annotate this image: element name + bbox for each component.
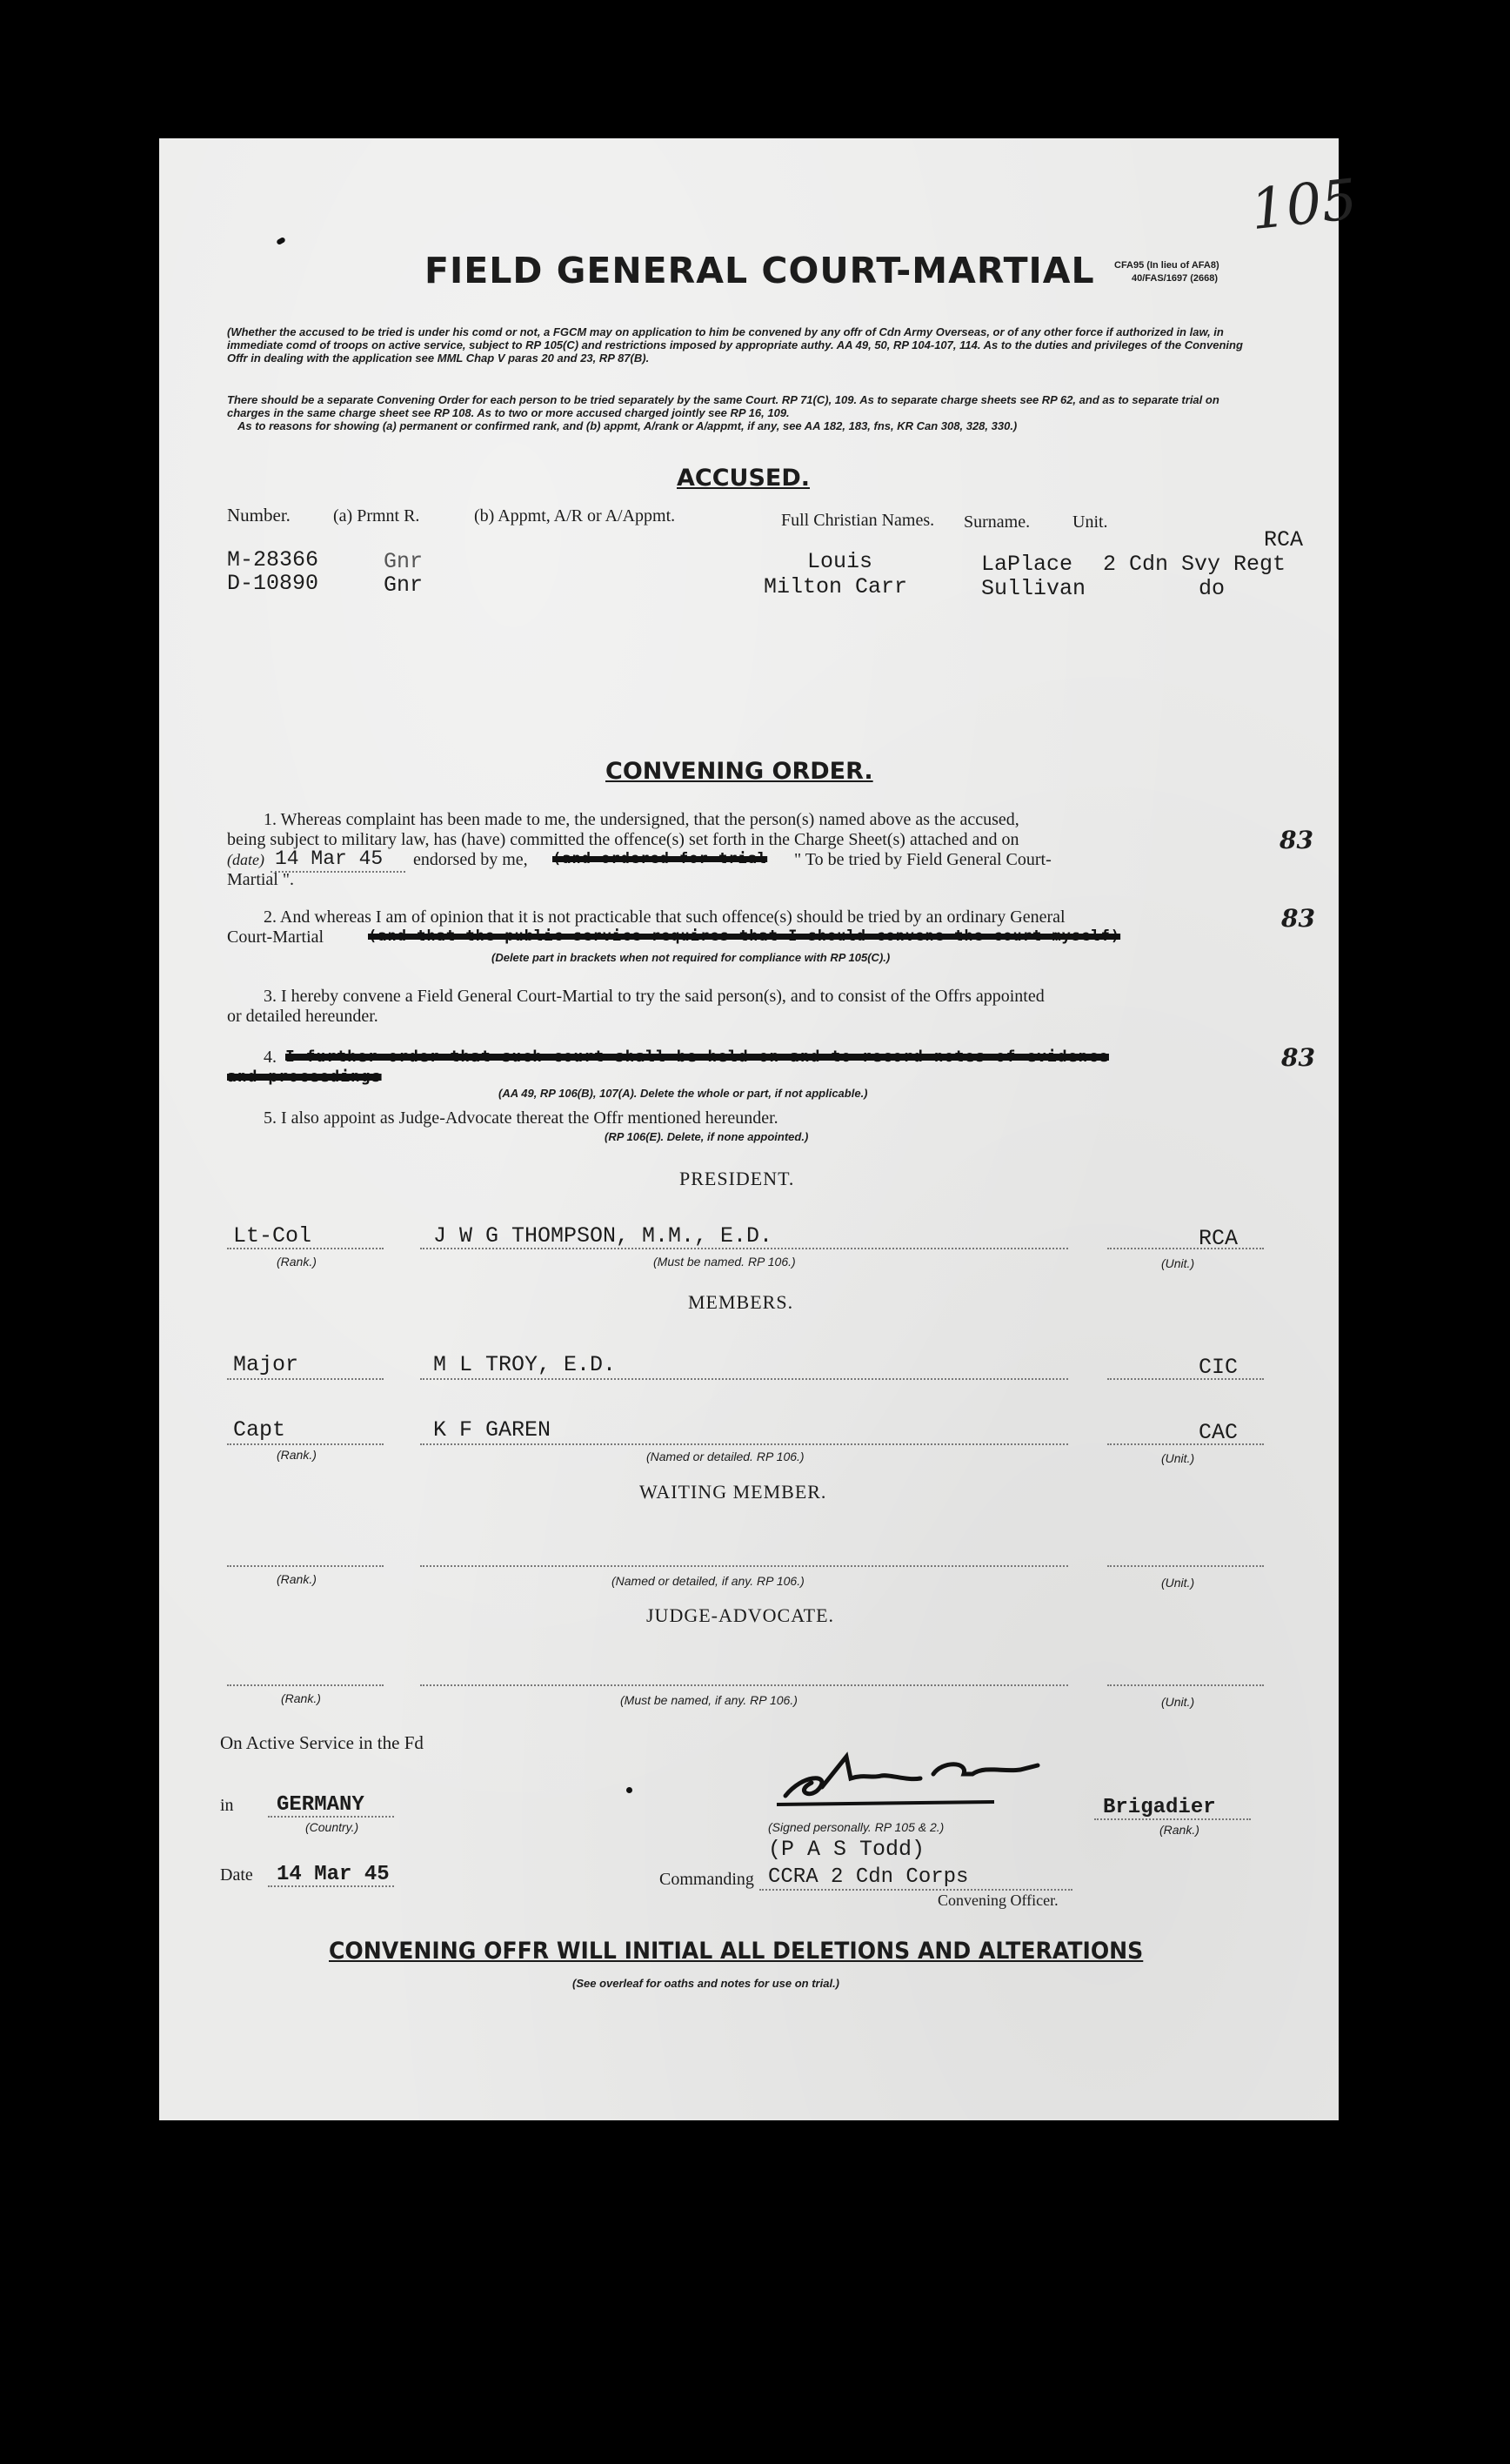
president-unit: RCA [1199, 1226, 1239, 1251]
president-name-label: (Must be named. RP 106.) [653, 1255, 796, 1269]
para-4-number: 4. [264, 1048, 277, 1067]
president-rank-label: (Rank.) [277, 1255, 317, 1269]
waiting-name-label: (Named or detailed, if any. RP 106.) [611, 1574, 805, 1588]
header-note-3: As to reasons for showing (a) permanent or confirmed rank, and (b) appmt, A/rank or A/appmt, if any, see AA 182, 183, fns, KR Can 308, 328, 330.) [237, 419, 1018, 432]
para-1-endorsed: endorsed by me, [413, 850, 528, 869]
member-2-rank: Capt [233, 1417, 286, 1443]
unit-rca: RCA [1264, 527, 1304, 552]
waiting-name-line [420, 1565, 1068, 1567]
waiting-heading: WAITING MEMBER. [639, 1481, 827, 1503]
handwritten-folio-number: 105 [1247, 167, 1360, 244]
para-3-line-1: 3. I hereby convene a Field General Court-Martial to try the said person(s), and to consist of the Offrs appointed [264, 987, 1045, 1006]
members-name-label: (Named or detailed. RP 106.) [646, 1450, 805, 1463]
col-christian-names: Full Christian Names. [781, 511, 935, 530]
form-sheet [159, 138, 1360, 2120]
para-1-tail: " To be tried by Field General Court- [794, 850, 1052, 869]
para-2-line-2: Court-Martial [227, 927, 324, 947]
command-line [759, 1889, 1072, 1891]
para-1-date: 14 Mar 45 [275, 847, 384, 870]
member-2-name-line [420, 1443, 1068, 1445]
accused-heading: ACCUSED. [677, 465, 811, 492]
member-1-rank: Major [233, 1352, 299, 1377]
accused-1-number: M-28366 [227, 547, 319, 572]
signature [768, 1739, 1055, 1818]
president-unit-label: (Unit.) [1161, 1256, 1195, 1270]
president-heading: PRESIDENT. [679, 1168, 795, 1189]
para-2-line-1: 2. And whereas I am of opinion that it is not practicable that such offence(s) should be tried by an ordinary General [264, 907, 1066, 927]
president-rank-line [227, 1248, 384, 1249]
accused-1-names: Louis [807, 549, 873, 574]
country: GERMANY [277, 1793, 364, 1817]
signer-rank-label: (Rank.) [1159, 1823, 1199, 1837]
judge-name-label: (Must be named, if any. RP 106.) [620, 1693, 798, 1707]
warning-text: CONVENING OFFR WILL INITIAL ALL DELETIONS AND ALTERATIONS [329, 1938, 1144, 1965]
command-name: CCRA 2 Cdn Corps [768, 1865, 969, 1889]
accused-2-number: D-10890 [227, 571, 319, 596]
para-1-line-1: 1. Whereas complaint has been made to me, the undersigned, that the person(s) named above as the accused, [264, 810, 1019, 829]
para-4-struck-line-1: I further order that such court shall be held on and to record notes of evidence [285, 1048, 1109, 1066]
member-2-name: K F GAREN [433, 1417, 551, 1443]
members-unit-label: (Unit.) [1161, 1451, 1195, 1465]
waiting-unit-label: (Unit.) [1161, 1576, 1195, 1590]
signer-rank: Brigadier [1103, 1796, 1216, 1819]
form-number: CFA95 (In lieu of AFA8) [1114, 260, 1219, 271]
col-prmnt-rank: (a) Prmnt R. [333, 506, 420, 526]
judge-rank-label: (Rank.) [281, 1691, 321, 1705]
member-1-unit-line [1107, 1378, 1264, 1380]
judge-unit-line [1107, 1684, 1264, 1686]
accused-2-unit: do [1199, 576, 1226, 601]
country-line [268, 1816, 394, 1818]
commanding-label: Commanding [659, 1870, 754, 1889]
para-4-struck-line-2: and proceedings [227, 1068, 382, 1086]
para-5: 5. I also appoint as Judge-Advocate thereat the Offr mentioned hereunder. [264, 1108, 778, 1128]
judge-rank-line [227, 1684, 384, 1686]
president-unit-line [1107, 1248, 1264, 1249]
col-number: Number. [227, 505, 291, 526]
accused-1-surname: LaPlace [981, 552, 1073, 577]
initials-4: 83 [1281, 1043, 1315, 1072]
para-1-date-prefix: (date) [227, 851, 264, 868]
member-2-unit: CAC [1199, 1420, 1239, 1445]
member-1-rank-line [227, 1378, 384, 1380]
waiting-rank-label: (Rank.) [277, 1572, 317, 1586]
member-1-name: M L TROY, E.D. [433, 1352, 617, 1377]
waiting-rank-line [227, 1565, 384, 1567]
active-service: On Active Service in the Fd [220, 1732, 424, 1753]
convening-heading: CONVENING ORDER. [605, 758, 873, 785]
para-1-struck-text: (and ordered for trial [552, 850, 768, 867]
bullet-dot [626, 1787, 632, 1793]
date-line [268, 1885, 394, 1887]
waiting-unit-line [1107, 1565, 1264, 1567]
member-2-rank-line [227, 1443, 384, 1445]
para-5-note: (RP 106(E). Delete, if none appointed.) [605, 1130, 809, 1143]
member-1-unit: CIC [1199, 1355, 1239, 1380]
signer-name: (P A S Todd) [768, 1837, 925, 1862]
country-label: (Country.) [305, 1820, 359, 1834]
para-2-note: (Delete part in brackets when not required for compliance with RP 105(C).) [491, 951, 891, 964]
accused-2-names: Milton Carr [764, 574, 908, 599]
members-rank-label: (Rank.) [277, 1448, 317, 1462]
president-name: J W G THOMPSON, M.M., E.D. [433, 1223, 773, 1249]
accused-1-unit: 2 Cdn Svy Regt [1103, 552, 1286, 577]
initials-1: 83 [1279, 826, 1313, 854]
sign-date: 14 Mar 45 [277, 1863, 390, 1886]
accused-2-surname: Sullivan [981, 576, 1086, 601]
ink-mark [276, 237, 286, 245]
para-1-line-2: being subject to military law, has (have) committed the offence(s) set forth in the Charge Sheet(s) attached and on [227, 830, 1019, 849]
form-title: FIELD GENERAL COURT-MARTIAL [424, 250, 1095, 291]
member-1-name-line [420, 1378, 1068, 1380]
initials-2: 83 [1281, 904, 1315, 933]
date-label: Date [220, 1865, 253, 1885]
member-2-unit-line [1107, 1443, 1264, 1445]
convening-officer-label: Convening Officer. [938, 1892, 1059, 1909]
judge-heading: JUDGE-ADVOCATE. [646, 1604, 835, 1626]
rank-line [1094, 1818, 1251, 1820]
header-note-1: (Whether the accused to be tried is under his comd or not, a FGCM may on application to him be convened by any offr of Cdn Army Overseas, or of any other force if authorized in law, in immediate comd of troops on active service, subject to RP 105(C) and restrictions imposed by appropriate authy. AA 49, 50, RP 104-107, 114. As to the duties and privileges of the Convening Offr in dealing with the application see MML Chap V paras 20 and 23, RP 87(B). [227, 325, 1243, 365]
accused-1-rank: Gnr [384, 549, 424, 574]
col-unit: Unit. [1072, 512, 1108, 532]
col-appmt: (b) Appmt, A/R or A/Appmt. [474, 506, 676, 526]
president-name-line [420, 1248, 1068, 1249]
form-number-2: 40/FAS/1697 (2668) [1132, 273, 1219, 284]
para-2-struck-text: (and that the public service requires that I should convene the court myself) [368, 927, 1121, 945]
signed-label: (Signed personally. RP 105 & 2.) [768, 1820, 945, 1834]
para-1-line-4: Martial ". [227, 870, 295, 889]
para-4-note: (AA 49, RP 106(B), 107(A). Delete the whole or part, if not applicable.) [498, 1087, 868, 1100]
president-rank: Lt-Col [233, 1223, 312, 1249]
overleaf-note: (See overleaf for oaths and notes for use on trial.) [572, 1977, 840, 1990]
in-label: in [220, 1796, 234, 1815]
members-heading: MEMBERS. [688, 1291, 794, 1313]
header-note-2: There should be a separate Convening Order for each person to be tried separately by the same Court. RP 71(C), 109. As to separate charge sheets see RP 62, and as to separate trial on charges in the same charge sheet see RP 108. As to two or more accused charged jointly see RP 16, 109. [227, 393, 1219, 419]
accused-2-rank: Gnr [384, 572, 424, 598]
judge-unit-label: (Unit.) [1161, 1695, 1195, 1709]
para-3-line-2: or detailed hereunder. [227, 1007, 378, 1026]
judge-name-line [420, 1684, 1068, 1686]
col-surname: Surname. [964, 512, 1031, 532]
